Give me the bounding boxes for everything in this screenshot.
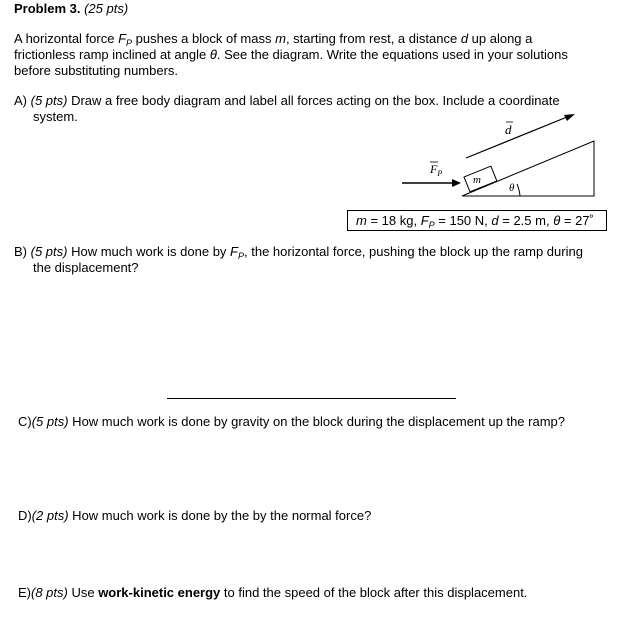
d-symbol: d — [460, 31, 469, 46]
part-e-points: (8 pts) — [31, 585, 68, 600]
intro-text: , starting from rest, a distance — [285, 31, 461, 46]
part-e-label: E) — [18, 585, 31, 600]
given-m-value: = 18 kg, — [366, 213, 421, 228]
angle-arc — [517, 184, 520, 196]
given-fp-sub: P — [428, 220, 435, 230]
part-b-fp-sub: P — [238, 251, 245, 261]
intro-text: up along a — [468, 31, 533, 46]
problem-title — [14, 1, 128, 17]
fp-vector-label: $F_P$ — [430, 162, 443, 178]
intro-text: frictionless ramp inclined at angle — [14, 47, 210, 62]
answer-divider — [167, 398, 456, 399]
part-e-text: Use — [67, 585, 99, 600]
given-theta-value: = 27˚ — [560, 213, 594, 228]
part-b-label: B) — [14, 244, 27, 259]
given-d-value: = 2.5 m, — [498, 213, 554, 228]
d-vector-label: d — [505, 122, 512, 137]
given-fp: F — [420, 213, 429, 228]
part-d-points: (2 pts) — [31, 508, 69, 523]
part-a-points: (5 pts) — [30, 93, 68, 108]
part-a-text: Draw a free body diagram and label all forces acting on the box. Include a coordinate — [67, 93, 560, 108]
part-e-text: to find the speed of the block after this displacement. — [220, 585, 528, 600]
part-e-bold: work-kinetic energy — [98, 585, 221, 600]
part-b-text: , the horizontal force, pushing the block up the ramp during — [244, 244, 583, 259]
part-b-text: How much work is done by — [67, 244, 231, 259]
part-d-label: D) — [18, 508, 32, 523]
given-theta: θ — [553, 213, 561, 228]
block-mass-label: m — [473, 174, 481, 186]
part-d-text: How much work is done by the by the normal force? — [68, 508, 372, 523]
intro-line-3: before substituting numbers. — [14, 63, 179, 78]
theta-label: θ — [509, 182, 515, 194]
part-a-label: A) — [14, 93, 27, 108]
given-fp-value: = 150 N, — [434, 213, 492, 228]
ramp-triangle — [462, 141, 594, 196]
part-c-points: (5 pts) — [31, 414, 69, 429]
fp-symbol: F — [118, 31, 127, 46]
theta-symbol: θ — [209, 47, 217, 62]
title-text: Problem 3. — [14, 1, 81, 16]
part-e-line — [18, 585, 527, 601]
part-a-line-2: system. — [33, 109, 78, 124]
intro-text: . See the diagram. Write the equations used in your solutions — [216, 47, 568, 62]
part-b-fp: F — [230, 244, 238, 259]
part-b-line-2: the displacement? — [33, 260, 139, 275]
part-c-line — [18, 414, 565, 430]
m-symbol: m — [275, 31, 286, 46]
givens-text — [356, 213, 594, 233]
displacement-arrowhead — [564, 114, 575, 121]
intro-text: A horizontal force — [14, 31, 119, 46]
intro-line-2 — [14, 47, 568, 63]
fp-subscript: P — [126, 38, 133, 48]
part-b-points: (5 pts) — [30, 244, 68, 259]
given-d: d — [491, 213, 499, 228]
part-d-line — [18, 508, 371, 524]
title-points: (25 pts) — [84, 1, 129, 16]
part-c-text: How much work is done by gravity on the block during the displacement up the ramp? — [68, 414, 565, 429]
intro-text: pushes a block of mass — [132, 31, 276, 46]
displacement-arrow — [466, 117, 567, 158]
part-c-label: C) — [18, 414, 32, 429]
given-m: m — [356, 213, 367, 228]
force-arrowhead — [452, 179, 461, 187]
